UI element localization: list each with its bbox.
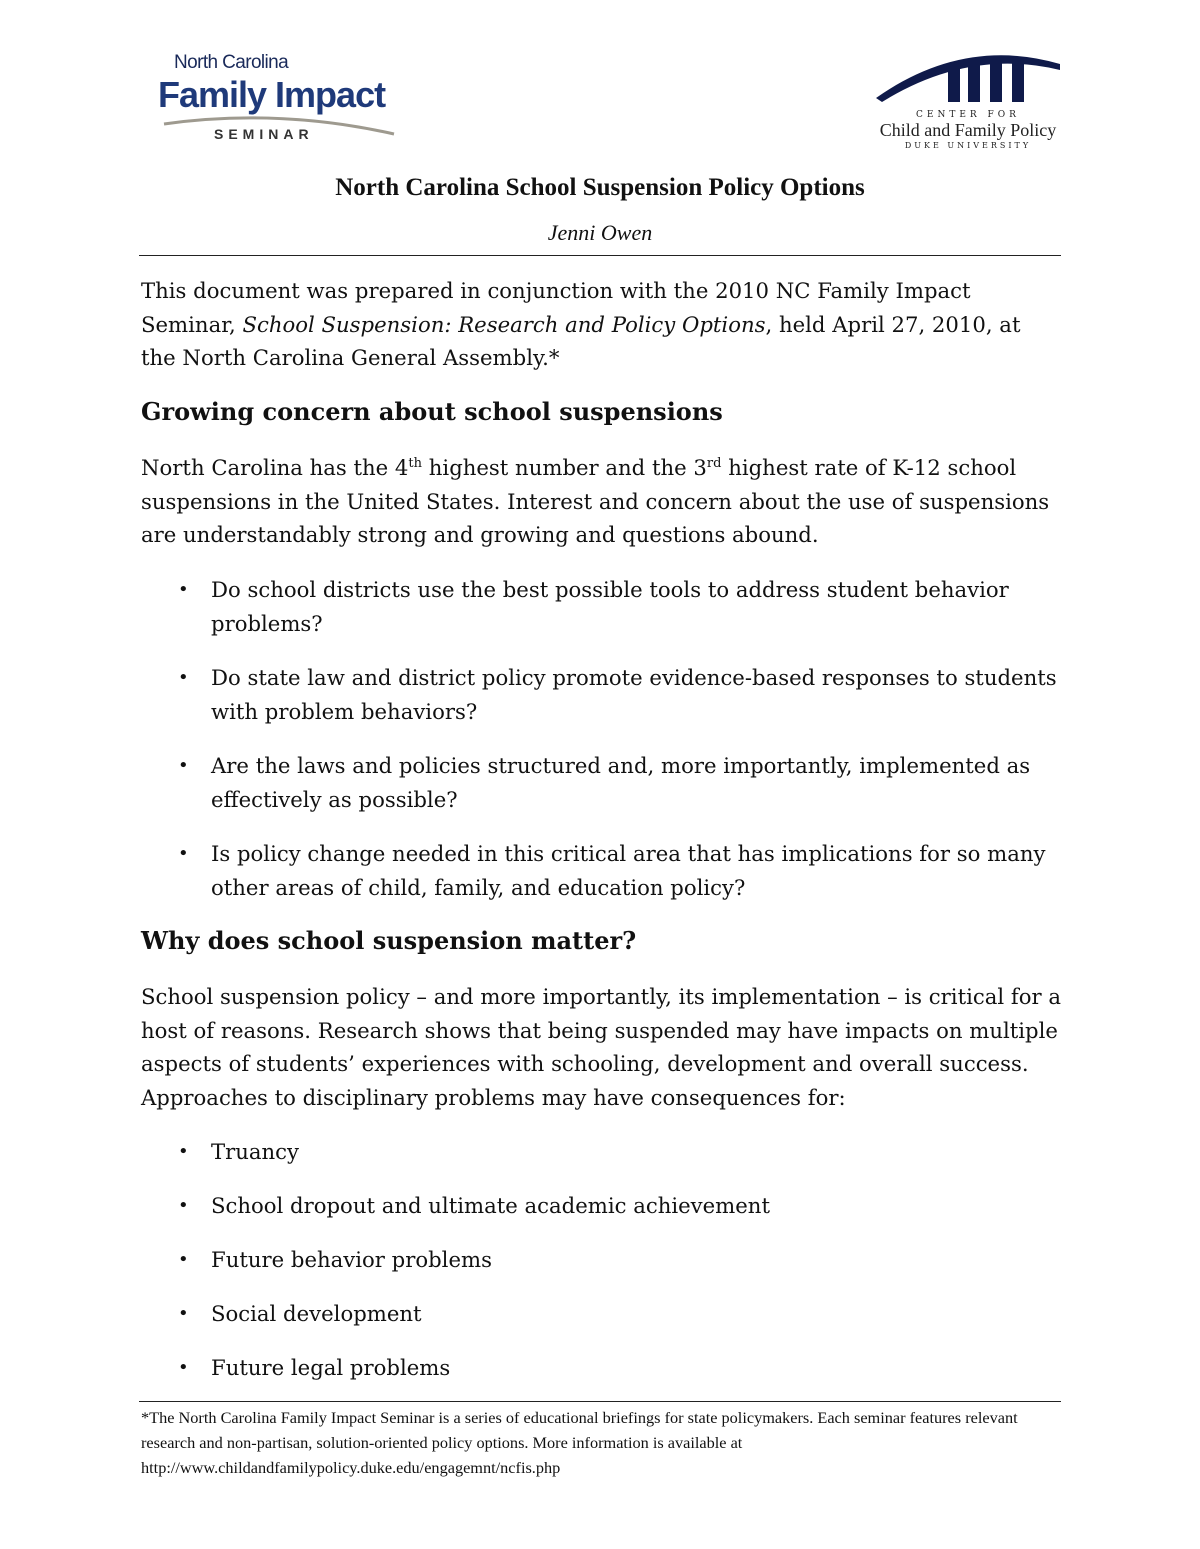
duke-line-center-name: Child and Family Policy (879, 120, 1057, 140)
section-heading-growing-concern: Growing concern about school suspensions (141, 397, 723, 426)
list-item (141, 573, 1061, 640)
logo-line-family-impact: Family Impact (158, 74, 386, 115)
s1-sup-rd: rd (706, 456, 722, 471)
title-divider (139, 255, 1061, 256)
bridge-columns-icon (874, 44, 1062, 110)
section2-paragraph: School suspension policy – and more importantly, its implementation – is critical for a host of reasons. Research shows that being suspended may have impacts on multiple aspects of students’ experiences with schooling, development and overall success. Approaches to disciplinary problems may have consequences for: (141, 984, 1061, 1110)
bullet-icon: • (178, 1357, 189, 1378)
list-item-text: Do state law and district policy promote evidence-based responses to students with problem behaviors? (211, 665, 1057, 724)
document-title: North Carolina School Suspension Policy Options (335, 174, 865, 201)
list-item (141, 749, 1061, 816)
logo-line-seminar: SEMINAR (214, 126, 314, 142)
list-item-text: Is policy change needed in this critical area that has implications for so many other areas of child, family, and education policy? (211, 841, 1046, 900)
questions-list (141, 573, 1061, 904)
bullet-icon: • (178, 1141, 189, 1162)
list-item-text: Do school districts use the best possible tools to address student behavior problems? (211, 577, 1009, 636)
list-item (141, 1135, 1061, 1169)
s1-text-a: North Carolina has the 4 (141, 455, 409, 480)
list-item-text: Future behavior problems (211, 1247, 492, 1272)
list-item (141, 1189, 1061, 1223)
list-item-text: Social development (211, 1301, 422, 1326)
s1-text-b: highest number and the 3 (422, 455, 707, 480)
bullet-icon: • (178, 1195, 189, 1216)
section-heading-why-matter: Why does school suspension matter? (141, 926, 637, 955)
list-item (141, 1297, 1061, 1331)
list-item (141, 837, 1061, 904)
bullet-icon: • (178, 1249, 189, 1270)
bullet-icon: • (178, 843, 189, 864)
duke-center-logo (874, 44, 1062, 154)
s1-sup-th: th (408, 456, 423, 471)
list-item-text: Are the laws and policies structured and, more importantly, implemented as effectively as possible? (211, 753, 1031, 812)
footnote-divider (139, 1401, 1061, 1402)
duke-line-university: DUKE UNIVERSITY (904, 141, 1032, 150)
footnote: *The North Carolina Family Impact Seminar is a series of educational briefings for state policymakers. Each seminar features relevant research and non-partisan, solution-oriented policy options. More information is available at http://www.childandfamilypolicy.duke.edu/engagemnt/ncfis.php (141, 1408, 1018, 1477)
intro-text-2: , held April 27, 2010, at the North Carolina General Assembly.* (141, 311, 1021, 370)
consequences-list (141, 1135, 1061, 1385)
bullet-icon: • (178, 1303, 189, 1324)
list-item-text: Truancy (211, 1139, 300, 1164)
bullet-icon: • (178, 579, 189, 600)
bullet-icon: • (178, 755, 189, 776)
seminar-title-italic: School Suspension: Research and Policy Options (242, 311, 766, 337)
author-name: Jenni Owen (547, 220, 653, 245)
list-item (141, 661, 1061, 728)
intro-paragraph (141, 274, 1061, 375)
s1-text-c: highest rate of K-12 school suspensions in the United States. Interest and concern about the use of suspensions are understandably strong and growing and questions abound. (141, 455, 1050, 547)
duke-line-center-for: CENTER FOR (916, 110, 1020, 120)
logo-line-north-carolina: North Carolina (174, 52, 289, 73)
section1-paragraph (141, 451, 1061, 552)
nc-family-impact-logo (158, 52, 398, 148)
intro-text-1: This document was prepared in conjunction with the 2010 NC Family Impact Seminar, (141, 278, 971, 337)
list-item (141, 1351, 1061, 1385)
list-item-text: Future legal problems (211, 1355, 451, 1380)
list-item (141, 1243, 1061, 1277)
list-item-text: School dropout and ultimate academic achievement (211, 1193, 770, 1218)
bullet-icon: • (178, 667, 189, 688)
